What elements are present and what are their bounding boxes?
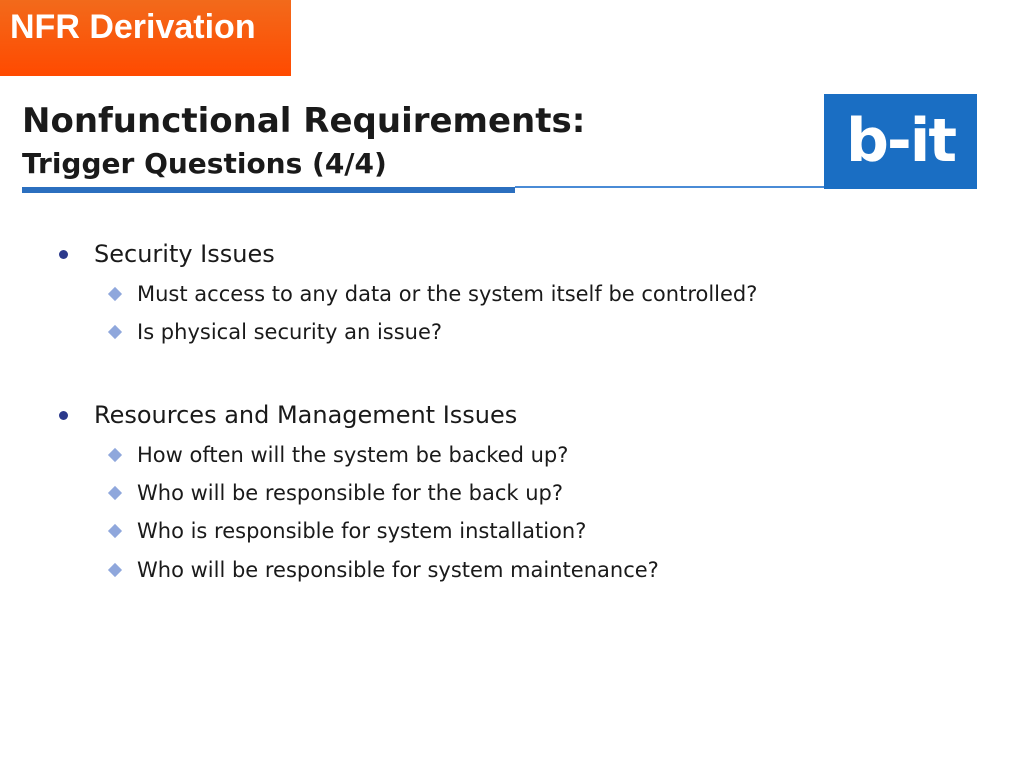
- diamond-bullet-icon: [108, 486, 122, 500]
- diamond-bullet-icon: [108, 524, 122, 538]
- diamond-bullet-icon: [108, 563, 122, 577]
- b-it-logo: b-it: [824, 94, 977, 189]
- bullet-dot-icon: [59, 250, 68, 259]
- slide-body: Security Issues Must access to any data or the system itself be controlled? Is physical security an issue? Resources and Management Issues How often will the system be backed up? Who will be responsible for the back up? Who is responsible for system installation? Who will be responsible for system maintenance?: [0, 0, 1024, 768]
- section-tag: NFR Derivation: [0, 0, 291, 76]
- diamond-bullet-icon: [108, 325, 122, 339]
- bullet-dot-icon: [59, 411, 68, 420]
- diamond-bullet-icon: [108, 448, 122, 462]
- slide-title: Nonfunctional Requirements:: [22, 101, 586, 141]
- slide-subtitle: Trigger Questions (4/4): [22, 147, 387, 180]
- diamond-bullet-icon: [108, 287, 122, 301]
